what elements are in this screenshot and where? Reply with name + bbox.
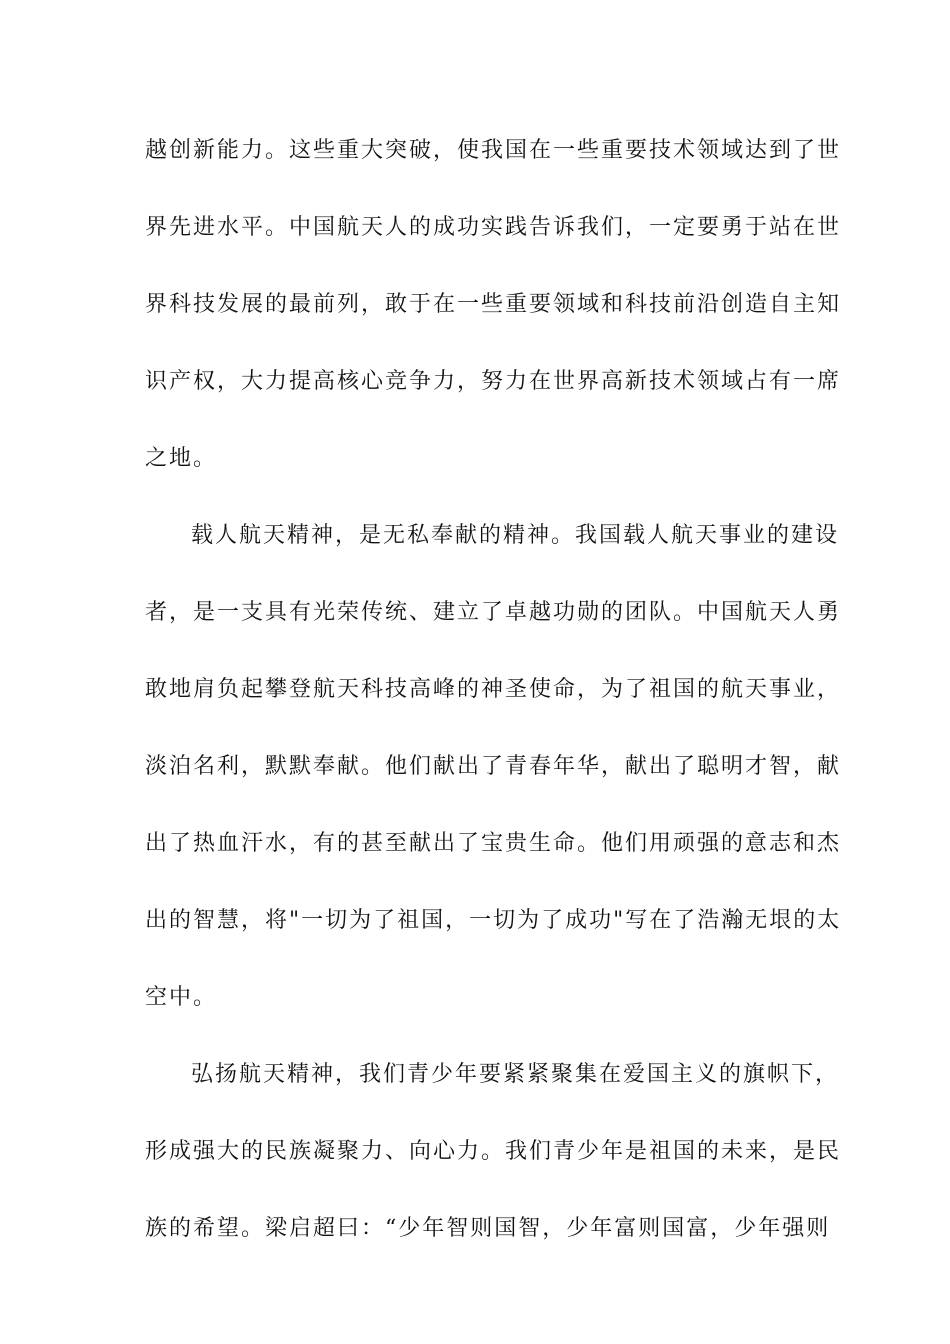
paragraph-1 xyxy=(145,112,842,497)
text-line: 淡泊名利，默默奉献。他们献出了青春年华，献出了聪明才智，献 xyxy=(145,754,842,779)
paragraph-3 xyxy=(145,1036,842,1267)
text-line: 空中。 xyxy=(145,985,218,1010)
paragraph-2 xyxy=(145,497,842,1036)
text-line: 越创新能力。这些重大突破，使我国在一些重要技术领域达到了世 xyxy=(145,138,842,163)
text-line: 形成强大的民族凝聚力、向心力。我们青少年是祖国的未来，是民 xyxy=(145,1139,842,1164)
text-line: 弘扬航天精神，我们青少年要紧紧聚集在爱国主义的旗帜下， xyxy=(191,1062,840,1087)
text-line: 出了热血汗水，有的甚至献出了宝贵生命。他们用顽强的意志和杰 xyxy=(145,831,842,856)
text-line: 识产权，大力提高核心竞争力，努力在世界高新技术领域占有一席 xyxy=(145,369,842,394)
text-line: 载人航天精神，是无私奉献的精神。我国载人航天事业的建设 xyxy=(191,523,840,548)
text-line: 者，是一支具有光荣传统、建立了卓越功勋的团队。中国航天人勇 xyxy=(145,600,842,625)
text-line: 界科技发展的最前列，敢于在一些重要领域和科技前沿创造自主知 xyxy=(145,292,842,317)
text-line: 界先进水平。中国航天人的成功实践告诉我们，一定要勇于站在世 xyxy=(145,215,842,240)
text-line: 之地。 xyxy=(145,446,218,471)
text-line: 族的希望。梁启超曰：“少年智则国智，少年富则国富，少年强则 xyxy=(145,1216,831,1241)
text-line: 出的智慧，将"一切为了祖国，一切为了成功"写在了浩瀚无垠的太 xyxy=(145,908,842,933)
text-line: 敢地肩负起攀登航天科技高峰的神圣使命，为了祖国的航天事业， xyxy=(145,677,842,702)
body-text xyxy=(145,112,842,1267)
